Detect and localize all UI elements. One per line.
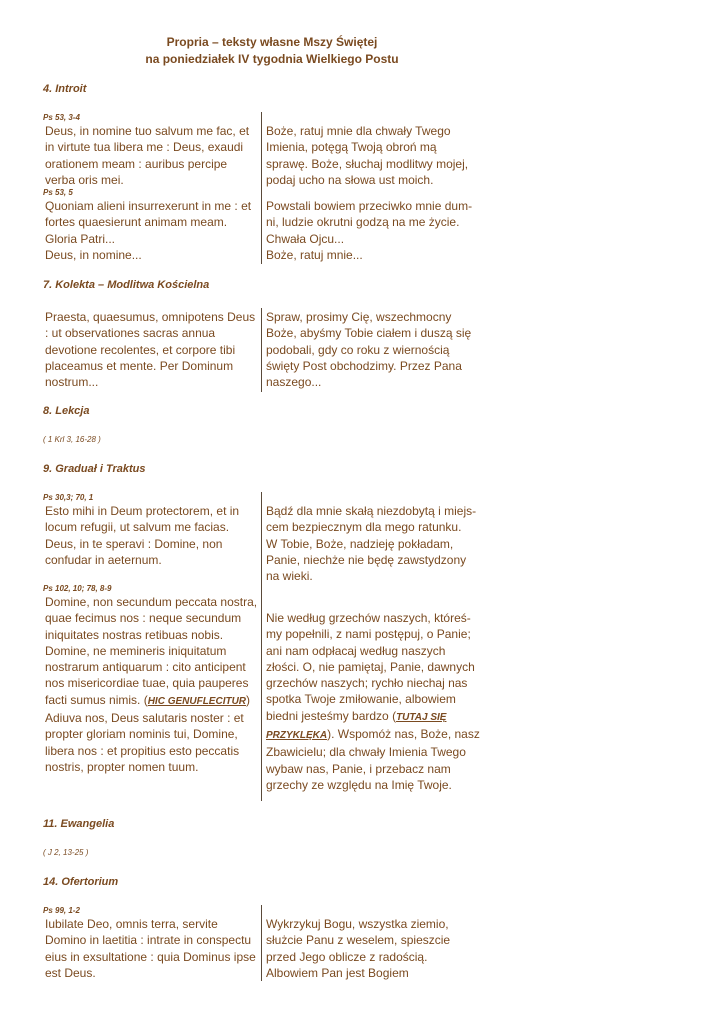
gradual-polish-2 [266, 610, 480, 793]
offertory-latin: Iubilate Deo, omnis terra, servite Domino in laetitia : intrate in conspectu eius in exsultatione : quia Dominus ipse est Deus. [45, 917, 256, 980]
collect-polish: Spraw, prosimy Cię, wszechmocny Boże, abyśmy Tobie ciałem i duszą się podobali, gdy co roku z wiernością święty Post obchodzimy. Przez Pana naszego... [266, 310, 472, 390]
collect-heading: 7. Kolekta – Modlitwa Kościelna [43, 279, 210, 291]
introit-polish-2c: Boże, ratuj mnie... [266, 247, 363, 262]
introit-polish-2b: Chwała Ojcu... [266, 231, 345, 246]
column-divider [261, 112, 262, 264]
introit-ref-2: Ps 53, 5 [43, 188, 73, 197]
gradual-polish-2b: ). Wspomóż nas, Boże, nasz Zbawicielu; dla chwały Imienia Twego wybaw nas, Panie, i przebacz nam grzechy ze względu na Imię Twoje. [266, 727, 480, 792]
introit-latin-2c: Deus, in nomine... [45, 247, 142, 262]
introit-latin-2a: Quoniam alieni insurrexerunt in me : et fortes quaesierunt animam meam. [45, 199, 252, 230]
gradual-latin-1: Esto mihi in Deum protectorem, et in locum refugii, ut salvum me facias. Deus, in te speravi : Domine, non confudar in aeternum. [45, 504, 240, 567]
lesson-ref: ( 1 Krl 3, 16-28 ) [43, 435, 101, 444]
gradual-polish-1 [266, 503, 480, 584]
gradual-latin-2 [45, 594, 259, 775]
kneel-rubric: TUTAJ SIĘ PRZYKLĘKA [266, 711, 447, 742]
introit-polish-2 [266, 198, 480, 263]
introit-latin-1: Deus, in nomine tuo salvum me fac, et in virtute tua libera me : Deus, exaudi orationem meam : auribus percipe verba oris mei. [45, 124, 250, 187]
introit-polish-2a: Powstali bowiem przeciwko mnie dum-ni, ludzie okrutni godzą na me życie. [266, 199, 473, 230]
column-divider [261, 492, 262, 801]
column-divider [261, 308, 262, 392]
gospel-ref: ( J 2, 13-25 ) [43, 848, 89, 857]
gradual-polish-2a: Nie według grzechów naszych, któreś-my popełnili, z nami postępuj, o Panie; ani nam odpłacaj według naszych złości. O, nie pamiętaj, Panie, dawnych grzechów naszych; rychło niechaj nas spotka Twoje zmiłowanie, albowiem biedni jesteśmy bardzo ( [266, 611, 475, 723]
gradual-heading: 9. Graduał i Traktus [43, 463, 146, 475]
gospel-heading: 11. Ewangelia [43, 818, 115, 830]
offertory-polish: Wykrzykuj Bogu, wszystka ziemio, służcie Panu z weselem, spieszcie przed Jego oblicze z radością. Albowiem Pan jest Bogiem [266, 917, 451, 980]
offertory-heading: 14. Ofertorium [43, 876, 119, 888]
gradual-polish-1a: Bądź dla mnie skałą niezdobytą i miejs-cem bezpiecznym dla mego ratunku. [266, 504, 477, 535]
gradual-latin-2b: ) Adiuva nos, Deus salutaris noster : et propter gloriam nominis tui, Domine, libera nos : et propitius esto peccatis nostris, propter nomen tuum. [45, 692, 251, 774]
title-line-1: Propria – teksty własne Mszy Świętej [166, 35, 378, 49]
collect-latin: Praesta, quaesumus, omnipotens Deus : ut observationes sacras annua devotione recolentes, et corpore tibi placeamus et mente. Per Dominum nostrum... [45, 310, 256, 390]
gradual-ref-2: Ps 102, 10; 78, 8-9 [43, 584, 112, 593]
gradual-latin-2a: Domine, non secundum peccata nostra, quae fecimus nos : neque secundum iniquitates nostras retibuas nobis. Domine, ne memineris iniquitatum nostrarum antiquarum : cito anticipent nos misericordiae tuae, quia pauperes facti sumus nimis. ( [45, 595, 258, 707]
lesson-heading: 8. Lekcja [43, 405, 90, 417]
genuflect-rubric: HIC GENUFLECITUR [147, 695, 247, 707]
page-title [0, 34, 544, 68]
introit-latin-2b: Gloria Patri... [45, 231, 116, 246]
column-divider [261, 905, 262, 981]
introit-ref-1: Ps 53, 3-4 [43, 113, 80, 122]
introit-polish-1: Boże, ratuj mnie dla chwały Twego Imienia, potęgą Twoją obroń mą sprawę. Boże, słuchaj modlitwy mojej, podaj ucho na słowa ust moich. [266, 124, 469, 187]
introit-latin-2 [45, 198, 259, 263]
gradual-polish-1b: W Tobie, Boże, nadzieję pokładam, Panie, niechże nie będę zawstydzony na wieki. [266, 536, 467, 584]
offertory-ref: Ps 99, 1-2 [43, 906, 80, 915]
gradual-ref-1: Ps 30,3; 70, 1 [43, 493, 94, 502]
introit-heading: 4. Introit [43, 83, 87, 95]
title-line-2: na poniedziałek IV tygodnia Wielkiego Postu [145, 52, 399, 66]
